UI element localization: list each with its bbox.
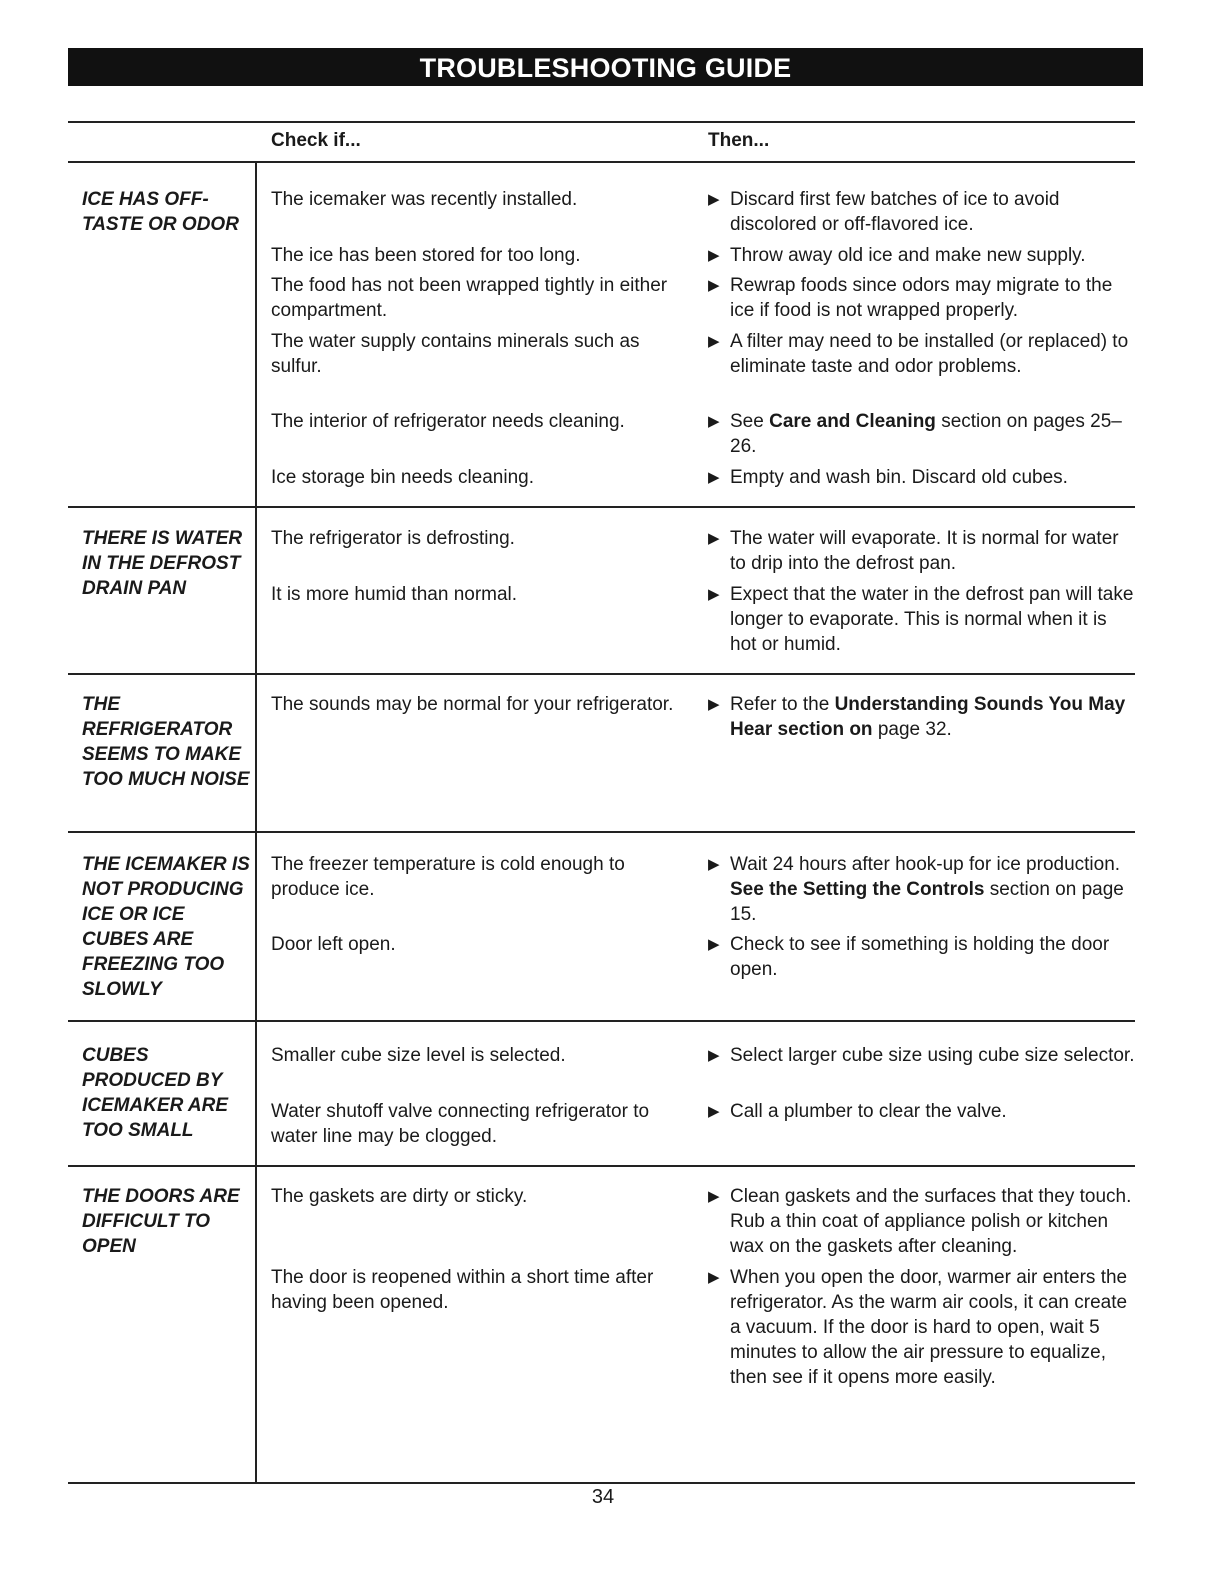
- check-item: The ice has been stored for too long.: [271, 245, 581, 266]
- arrow-bullet-icon: ▶: [708, 191, 720, 208]
- arrow-bullet-icon: ▶: [708, 277, 720, 294]
- then-text: The water will evaporate. It is normal for water to drip into the defrost pan.: [730, 528, 1119, 574]
- arrow-bullet-icon: ▶: [708, 696, 720, 713]
- then-text: Discard first few batches of ice to avoid discolored or off-flavored ice.: [730, 189, 1060, 235]
- arrow-bullet-icon: ▶: [708, 936, 720, 953]
- check-item: The door is reopened within a short time after having been opened.: [271, 1267, 654, 1313]
- row-divider: [68, 831, 1135, 833]
- arrow-bullet-icon: ▶: [708, 530, 720, 547]
- table-bottom-rule: [68, 1482, 1135, 1484]
- check-item: The sounds may be normal for your refrigerator.: [271, 694, 674, 715]
- check-item: The water supply contains minerals such as sulfur.: [271, 331, 640, 377]
- then-item: [708, 1099, 1138, 1124]
- then-text: Check to see if something is holding the door open.: [730, 934, 1110, 980]
- then-text: Expect that the water in the defrost pan will take longer to evaporate. This is normal when it is hot or humid.: [730, 584, 1134, 655]
- then-text: A filter may need to be installed (or replaced) to eliminate taste and odor problems.: [730, 331, 1129, 377]
- arrow-bullet-icon: ▶: [708, 856, 720, 873]
- check-item: It is more humid than normal.: [271, 584, 518, 605]
- then-text: Call a plumber to clear the valve.: [730, 1101, 1007, 1122]
- then-item: [708, 692, 1138, 742]
- arrow-bullet-icon: ▶: [708, 247, 720, 264]
- then-item: [708, 932, 1138, 982]
- arrow-bullet-icon: ▶: [708, 333, 720, 350]
- problem-water-in-pan: THERE IS WATER IN THE DEFROST DRAIN PAN: [82, 528, 243, 599]
- then-item: [708, 1043, 1138, 1068]
- problem-cubes-too-small: CUBES PRODUCED BY ICEMAKER ARE TOO SMALL: [82, 1045, 229, 1141]
- arrow-bullet-icon: ▶: [708, 1047, 720, 1064]
- then-item: [708, 273, 1138, 323]
- check-item: The refrigerator is defrosting.: [271, 528, 515, 549]
- arrow-bullet-icon: ▶: [708, 1188, 720, 1205]
- table-top-rule: [68, 121, 1135, 123]
- page-number: 34: [591, 1486, 615, 1508]
- check-item: The icemaker was recently installed.: [271, 189, 578, 210]
- header-rule: [68, 161, 1135, 163]
- then-item: [708, 526, 1138, 576]
- then-text: Throw away old ice and make new supply.: [730, 245, 1086, 266]
- arrow-bullet-icon: ▶: [708, 413, 720, 430]
- problem-icemaker-not-producing: THE ICEMAKER IS NOT PRODUCING ICE OR ICE CUBES ARE FREEZING TOO SLOWLY: [82, 854, 250, 1000]
- problem-too-much-noise: THE REFRIGERATOR SEEMS TO MAKE TOO MUCH NOISE: [82, 694, 250, 790]
- then-item: [708, 852, 1138, 927]
- column-divider: [255, 163, 257, 1484]
- check-item: Ice storage bin needs cleaning.: [271, 467, 535, 488]
- then-bold-ref: Care and Cleaning: [769, 411, 936, 432]
- then-item: [708, 329, 1138, 379]
- then-text: See: [730, 411, 770, 432]
- then-text: page 32.: [872, 719, 952, 740]
- then-item: [708, 187, 1138, 237]
- page-title: TROUBLESHOOTING GUIDE: [68, 48, 1143, 86]
- arrow-bullet-icon: ▶: [708, 586, 720, 603]
- then-item: [708, 1265, 1138, 1390]
- check-item: The gaskets are dirty or sticky.: [271, 1186, 528, 1207]
- check-item: The interior of refrigerator needs cleaning.: [271, 411, 625, 432]
- problem-doors-difficult: THE DOORS ARE DIFFICULT TO OPEN: [82, 1186, 240, 1257]
- then-column-header: Then...: [708, 130, 770, 151]
- arrow-bullet-icon: ▶: [708, 1269, 720, 1286]
- then-text: Clean gaskets and the surfaces that they touch. Rub a thin coat of appliance polish or kitchen wax on the gaskets after cleaning.: [730, 1186, 1132, 1257]
- then-bold-ref: See the Setting the Controls: [730, 879, 985, 900]
- then-text: Wait 24 hours after hook-up for ice production.: [730, 854, 1121, 875]
- check-column-header: Check if...: [271, 130, 361, 151]
- check-item: Door left open.: [271, 934, 396, 955]
- then-text: When you open the door, warmer air enters the refrigerator. As the warm air cools, it can create a vacuum. If the door is hard to open, wait 5 minutes to allow the air pressure to equalize, then see if it opens more easily.: [730, 1267, 1128, 1388]
- then-text: section on page 15.: [730, 879, 1124, 925]
- then-bold-ref: Understanding Sounds You May Hear section on: [730, 694, 1126, 740]
- then-text: Rewrap foods since odors may migrate to the ice if food is not wrapped properly.: [730, 275, 1113, 321]
- then-item: [708, 243, 1138, 268]
- row-divider: [68, 673, 1135, 675]
- then-text: Refer to the: [730, 694, 835, 715]
- check-item: The freezer temperature is cold enough to produce ice.: [271, 854, 625, 900]
- problem-ice-off-taste: ICE HAS OFF-TASTE OR ODOR: [82, 189, 239, 235]
- then-item: [708, 582, 1138, 657]
- then-text: Select larger cube size using cube size selector.: [730, 1045, 1135, 1066]
- arrow-bullet-icon: ▶: [708, 1103, 720, 1120]
- then-item: [708, 409, 1138, 459]
- arrow-bullet-icon: ▶: [708, 469, 720, 486]
- check-item: Smaller cube size level is selected.: [271, 1045, 566, 1066]
- then-item: [708, 1184, 1138, 1259]
- then-text: section on pages 25–26.: [730, 411, 1122, 457]
- row-divider: [68, 1165, 1135, 1167]
- row-divider: [68, 506, 1135, 508]
- row-divider: [68, 1020, 1135, 1022]
- check-item: The food has not been wrapped tightly in either compartment.: [271, 275, 668, 321]
- then-item: [708, 465, 1138, 490]
- check-item: Water shutoff valve connecting refrigerator to water line may be clogged.: [271, 1101, 650, 1147]
- then-text: Empty and wash bin. Discard old cubes.: [730, 467, 1068, 488]
